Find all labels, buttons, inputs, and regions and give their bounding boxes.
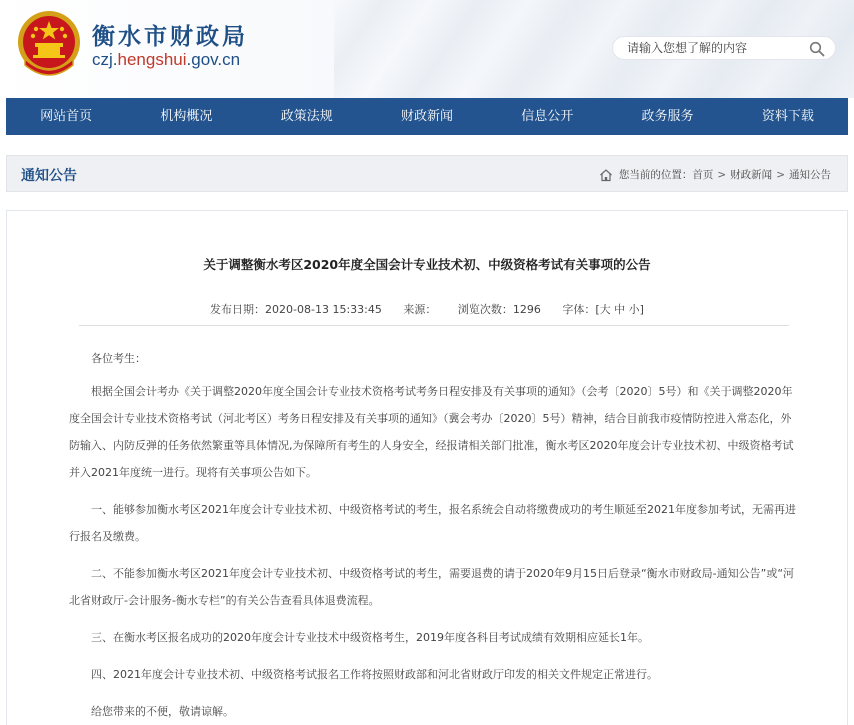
domain-prefix: czj. <box>92 50 118 69</box>
nav-item-news[interactable]: 财政新闻 <box>400 109 453 124</box>
font-small-button[interactable]: 小 <box>628 303 640 316</box>
font-bracket-close: ] <box>639 303 644 316</box>
article-container <box>6 210 848 725</box>
breadcrumb-notices[interactable]: 通知公告 <box>789 169 831 181</box>
article-title: 关于调整衡水考区2020年度全国会计专业技术初、中级资格考试有关事项的公告 <box>203 257 651 272</box>
article-body <box>69 345 799 725</box>
font-label: 字体： <box>562 303 596 316</box>
publish-date <box>210 303 382 316</box>
search-icon[interactable] <box>809 41 825 57</box>
article-meta <box>7 301 847 317</box>
search-box <box>612 36 836 60</box>
view-count <box>458 303 541 316</box>
paragraph-item-1: 一、能够参加衡水考区2021年度会计专业技术初、中级资格考试的考生，报名系统会自动将缴费成功的考生顺延至2021年度参加考试，无需再进行报名及缴费。 <box>69 503 796 543</box>
breadcrumb-separator: > <box>717 168 727 181</box>
domain-highlight: hengshui <box>117 50 187 69</box>
font-bracket-open: [ <box>595 303 600 316</box>
search-input[interactable] <box>627 40 807 56</box>
breadcrumb-home[interactable]: 首页 <box>692 169 714 181</box>
paragraph-item-2: 二、不能参加衡水考区2021年度会计专业技术初、中级资格考试的考生，需要退费的请于2020年9月15日后登录“衡水市财政局-通知公告”或“河北省财政厅-会计服务-衡水专栏”的有关公告查看具体退费流程。 <box>69 567 795 607</box>
paragraph-item-3: 三、在衡水考区报名成功的2020年度会计专业技术中级资格考生，2019年度各科目考试成绩有效期相应延长1年。 <box>91 631 649 644</box>
breadcrumb-bar <box>6 155 848 192</box>
nav-item-policy[interactable]: 政策法规 <box>280 109 333 124</box>
nav-item-disclosure[interactable]: 信息公开 <box>521 109 574 124</box>
source: 来源： <box>403 303 437 316</box>
breadcrumb-separator: > <box>776 168 785 181</box>
paragraph-intro: 根据全国会计考办《关于调整2020年度全国会计专业技术资格考试考务日程安排及有关事项的通知》（会考〔2020〕5号）和《关于调整2020年度全国会计专业技术资格考试（河北考区）考务日程安排及有关事项的通知》（冀会考办〔2020〕5号）精神，结合目前我市疫情防控进入常态化，外防输入、内防反弹的任务依然繁重等具体情况,为保障所有考生的人身安全，经报请相关部门批准，衡水考区2020年度会计专业技术初、中级资格考试并入2021年度统一进行。现将有关事项公告如下。 <box>69 385 794 479</box>
font-medium-button[interactable]: 中 <box>614 303 626 316</box>
main-nav <box>6 98 848 135</box>
font-large-button[interactable]: 大 <box>599 303 611 316</box>
breadcrumb-prefix: 您当前的位置： <box>618 169 693 181</box>
national-emblem-icon <box>15 9 83 79</box>
nav-item-downloads[interactable]: 资料下载 <box>761 109 814 124</box>
publish-date-value: 2020-08-13 15:33:45 <box>265 303 382 316</box>
breadcrumb-news[interactable]: 财政新闻 <box>730 169 773 181</box>
nav-item-services[interactable]: 政务服务 <box>641 109 694 124</box>
section-title: 通知公告 <box>21 168 77 184</box>
title-divider <box>79 325 789 326</box>
breadcrumb <box>599 167 831 182</box>
site-domain <box>92 50 240 70</box>
paragraph-closing: 给您带来的不便，敬请谅解。 <box>91 705 234 718</box>
views-value: 1296 <box>512 303 541 316</box>
greeting: 各位考生： <box>91 352 146 365</box>
nav-item-home[interactable]: 网站首页 <box>40 109 93 124</box>
site-name: 衡水市财政局 <box>92 23 248 50</box>
home-icon <box>599 168 613 182</box>
paragraph-item-4: 四、2021年度会计专业技术初、中级资格考试报名工作将按照财政部和河北省财政厅印发的相关文件规定正常进行。 <box>91 668 658 681</box>
domain-suffix: .gov.cn <box>186 50 241 69</box>
publish-label: 发布日期： <box>210 303 266 316</box>
nav-item-about[interactable]: 机构概况 <box>160 109 213 124</box>
views-label: 浏览次数： <box>457 303 513 316</box>
site-header <box>0 0 854 98</box>
font-size-control <box>562 303 644 316</box>
